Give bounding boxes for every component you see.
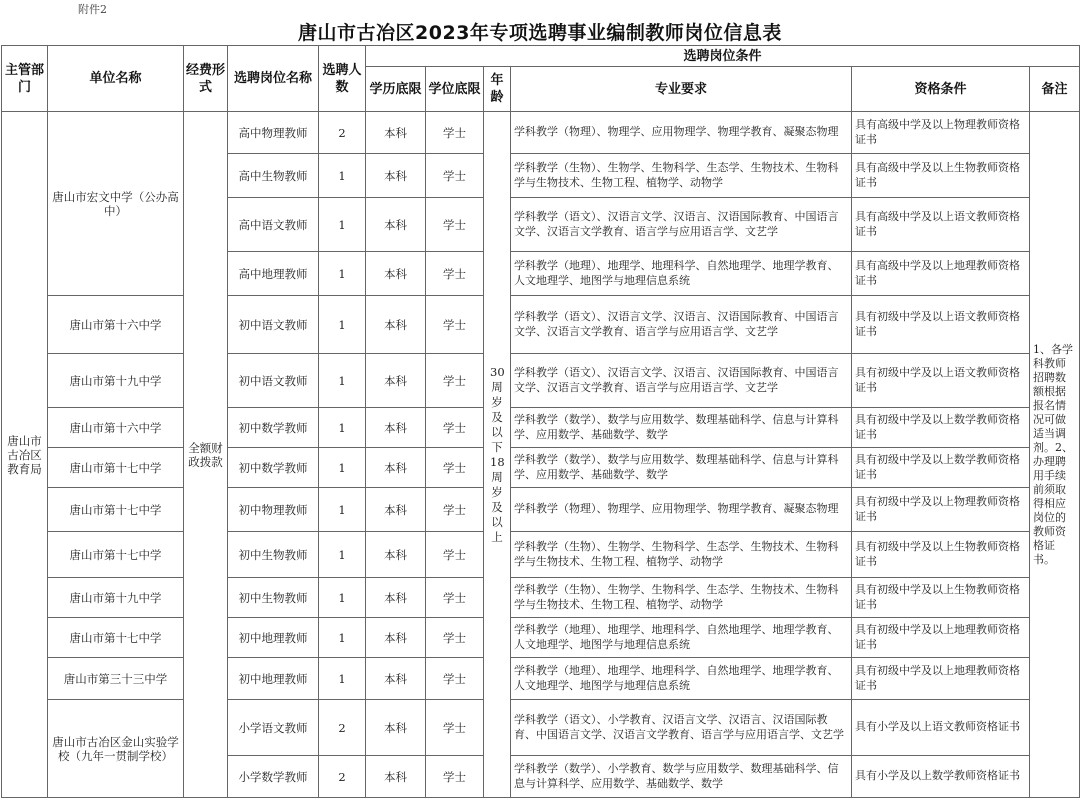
remarks-cell: 1、各学科教师招聘数额根据报名情况可做适当调剂。2、办理聘用手续前须取得相应岗位的教师资格证书。 <box>1030 112 1080 798</box>
unit-cell: 唐山市第十七中学 <box>48 532 184 578</box>
unit-cell: 唐山市第三十三中学 <box>48 658 184 700</box>
table-row <box>2 296 1080 354</box>
education-cell: 本科 <box>366 154 426 198</box>
qualification-cell: 具有初级中学及以上物理教师资格证书 <box>852 488 1030 532</box>
count-cell: 1 <box>319 618 366 658</box>
education-cell: 本科 <box>366 448 426 488</box>
header-dept: 主管部门 <box>2 46 48 112</box>
degree-cell: 学士 <box>426 618 484 658</box>
table-row <box>2 448 1080 488</box>
qualification-cell: 具有高级中学及以上生物教师资格证书 <box>852 154 1030 198</box>
age-cell: 30周岁及以下18周岁及以上 <box>484 112 511 798</box>
degree-cell: 学士 <box>426 578 484 618</box>
major-cell: 学科教学（数学）、小学教育、数学与应用数学、数理基础科学、信息与计算科学、应用数学、基础数学、数学 <box>511 756 852 798</box>
position-cell: 初中数学教师 <box>228 448 319 488</box>
education-cell: 本科 <box>366 532 426 578</box>
count-cell: 1 <box>319 658 366 700</box>
unit-cell: 唐山市第十七中学 <box>48 448 184 488</box>
table-row <box>2 578 1080 618</box>
qualification-cell: 具有初级中学及以上生物教师资格证书 <box>852 532 1030 578</box>
qualification-cell: 具有初级中学及以上生物教师资格证书 <box>852 578 1030 618</box>
major-cell: 学科教学（语文）、汉语言文学、汉语言、汉语国际教育、中国语言文学、汉语言文学教育、语言学与应用语言学、文艺学 <box>511 354 852 408</box>
count-cell: 1 <box>319 408 366 448</box>
position-cell: 高中生物教师 <box>228 154 319 198</box>
major-cell: 学科教学（语文）、汉语言文学、汉语言、汉语国际教育、中国语言文学、汉语言文学教育、语言学与应用语言学、文艺学 <box>511 198 852 252</box>
header-qualification: 资格条件 <box>852 67 1030 112</box>
major-cell: 学科教学（地理）、地理学、地理科学、自然地理学、地理学教育、人文地理学、地图学与地理信息系统 <box>511 658 852 700</box>
major-cell: 学科教学（数学）、数学与应用数学、数理基础科学、信息与计算科学、应用数学、基础数学、数学 <box>511 408 852 448</box>
count-cell: 2 <box>319 112 366 154</box>
degree-cell: 学士 <box>426 408 484 448</box>
position-cell: 小学数学教师 <box>228 756 319 798</box>
education-cell: 本科 <box>366 354 426 408</box>
count-cell: 1 <box>319 488 366 532</box>
header-education: 学历底限 <box>366 67 426 112</box>
degree-cell: 学士 <box>426 448 484 488</box>
header-age: 年龄 <box>484 67 511 112</box>
count-cell: 2 <box>319 700 366 756</box>
dept-cell: 唐山市古冶区教育局 <box>2 112 48 798</box>
qualification-cell: 具有高级中学及以上地理教师资格证书 <box>852 252 1030 296</box>
degree-cell: 学士 <box>426 198 484 252</box>
unit-cell: 唐山市第十七中学 <box>48 488 184 532</box>
qualification-cell: 具有小学及以上数学教师资格证书 <box>852 756 1030 798</box>
major-cell: 学科教学（数学）、数学与应用数学、数理基础科学、信息与计算科学、应用数学、基础数学、数学 <box>511 448 852 488</box>
major-cell: 学科教学（地理）、地理学、地理科学、自然地理学、地理学教育、人文地理学、地图学与地理信息系统 <box>511 252 852 296</box>
position-cell: 初中地理教师 <box>228 658 319 700</box>
qualification-cell: 具有小学及以上语文教师资格证书 <box>852 700 1030 756</box>
position-cell: 高中物理教师 <box>228 112 319 154</box>
table-body <box>2 112 1080 798</box>
qualification-cell: 具有初级中学及以上语文教师资格证书 <box>852 296 1030 354</box>
table-row <box>2 618 1080 658</box>
major-cell: 学科教学（语文）、汉语言文学、汉语言、汉语国际教育、中国语言文学、汉语言文学教育、语言学与应用语言学、文艺学 <box>511 296 852 354</box>
degree-cell: 学士 <box>426 700 484 756</box>
count-cell: 2 <box>319 756 366 798</box>
education-cell: 本科 <box>366 658 426 700</box>
qualification-cell: 具有高级中学及以上语文教师资格证书 <box>852 198 1030 252</box>
degree-cell: 学士 <box>426 488 484 532</box>
unit-cell: 唐山市第十六中学 <box>48 408 184 448</box>
degree-cell: 学士 <box>426 252 484 296</box>
degree-cell: 学士 <box>426 112 484 154</box>
major-cell: 学科教学（生物）、生物学、生物科学、生态学、生物技术、生物科学与生物技术、生物工程、植物学、动物学 <box>511 532 852 578</box>
position-cell: 初中生物教师 <box>228 532 319 578</box>
table-row <box>2 488 1080 532</box>
count-cell: 1 <box>319 296 366 354</box>
table-row <box>2 700 1080 756</box>
qualification-cell: 具有初级中学及以上地理教师资格证书 <box>852 658 1030 700</box>
page-title: 唐山市古冶区2023年专项选聘事业编制教师岗位信息表 <box>298 22 782 44</box>
qualification-cell: 具有初级中学及以上数学教师资格证书 <box>852 448 1030 488</box>
header-funding: 经费形式 <box>184 46 228 112</box>
position-cell: 小学语文教师 <box>228 700 319 756</box>
table-row <box>2 408 1080 448</box>
table-row <box>2 658 1080 700</box>
degree-cell: 学士 <box>426 154 484 198</box>
header-position: 选聘岗位名称 <box>228 46 319 112</box>
unit-cell: 唐山市宏文中学（公办高中） <box>48 112 184 296</box>
count-cell: 1 <box>319 252 366 296</box>
header-count: 选聘人数 <box>319 46 366 112</box>
count-cell: 1 <box>319 198 366 252</box>
funding-cell: 全额财政拨款 <box>184 112 228 798</box>
qualification-cell: 具有初级中学及以上语文教师资格证书 <box>852 354 1030 408</box>
position-cell: 初中地理教师 <box>228 618 319 658</box>
education-cell: 本科 <box>366 252 426 296</box>
education-cell: 本科 <box>366 408 426 448</box>
education-cell: 本科 <box>366 578 426 618</box>
unit-cell: 唐山市第十九中学 <box>48 578 184 618</box>
major-cell: 学科教学（语文）、小学教育、汉语言文学、汉语言、汉语国际教育、中国语言文学、汉语言文学教育、语言学与应用语言学、文艺学 <box>511 700 852 756</box>
position-cell: 初中物理教师 <box>228 488 319 532</box>
table-row <box>2 354 1080 408</box>
education-cell: 本科 <box>366 198 426 252</box>
position-cell: 初中生物教师 <box>228 578 319 618</box>
count-cell: 1 <box>319 448 366 488</box>
position-cell: 高中语文教师 <box>228 198 319 252</box>
qualification-cell: 具有初级中学及以上地理教师资格证书 <box>852 618 1030 658</box>
qualification-cell: 具有初级中学及以上数学教师资格证书 <box>852 408 1030 448</box>
count-cell: 1 <box>319 578 366 618</box>
education-cell: 本科 <box>366 756 426 798</box>
degree-cell: 学士 <box>426 532 484 578</box>
table-row <box>2 112 1080 154</box>
header-degree: 学位底限 <box>426 67 484 112</box>
major-cell: 学科教学（生物）、生物学、生物科学、生态学、生物技术、生物科学与生物技术、生物工程、植物学、动物学 <box>511 578 852 618</box>
major-cell: 学科教学（物理）、物理学、应用物理学、物理学教育、凝聚态物理 <box>511 488 852 532</box>
education-cell: 本科 <box>366 700 426 756</box>
education-cell: 本科 <box>366 488 426 532</box>
unit-cell: 唐山市第十九中学 <box>48 354 184 408</box>
unit-cell: 唐山市第十七中学 <box>48 618 184 658</box>
count-cell: 1 <box>319 532 366 578</box>
degree-cell: 学士 <box>426 658 484 700</box>
major-cell: 学科教学（物理）、物理学、应用物理学、物理学教育、凝聚态物理 <box>511 112 852 154</box>
position-cell: 初中语文教师 <box>228 354 319 408</box>
table-row <box>2 532 1080 578</box>
degree-cell: 学士 <box>426 296 484 354</box>
major-cell: 学科教学（地理）、地理学、地理科学、自然地理学、地理学教育、人文地理学、地图学与地理信息系统 <box>511 618 852 658</box>
header-major: 专业要求 <box>511 67 852 112</box>
count-cell: 1 <box>319 154 366 198</box>
position-cell: 初中语文教师 <box>228 296 319 354</box>
education-cell: 本科 <box>366 112 426 154</box>
position-cell: 高中地理教师 <box>228 252 319 296</box>
major-cell: 学科教学（生物）、生物学、生物科学、生态学、生物技术、生物科学与生物技术、生物工程、植物学、动物学 <box>511 154 852 198</box>
qualification-cell: 具有高级中学及以上物理教师资格证书 <box>852 112 1030 154</box>
unit-cell: 唐山市第十六中学 <box>48 296 184 354</box>
count-cell: 1 <box>319 354 366 408</box>
degree-cell: 学士 <box>426 354 484 408</box>
degree-cell: 学士 <box>426 756 484 798</box>
header-remarks: 备注 <box>1030 67 1080 112</box>
position-cell: 初中数学教师 <box>228 408 319 448</box>
education-cell: 本科 <box>366 618 426 658</box>
header-unit: 单位名称 <box>48 46 184 112</box>
unit-cell: 唐山市古冶区金山实验学校（九年一贯制学校） <box>48 700 184 798</box>
positions-table <box>1 45 1080 798</box>
attachment-label: 附件2 <box>78 3 107 16</box>
header-conditions-group: 选聘岗位条件 <box>366 46 1080 67</box>
education-cell: 本科 <box>366 296 426 354</box>
